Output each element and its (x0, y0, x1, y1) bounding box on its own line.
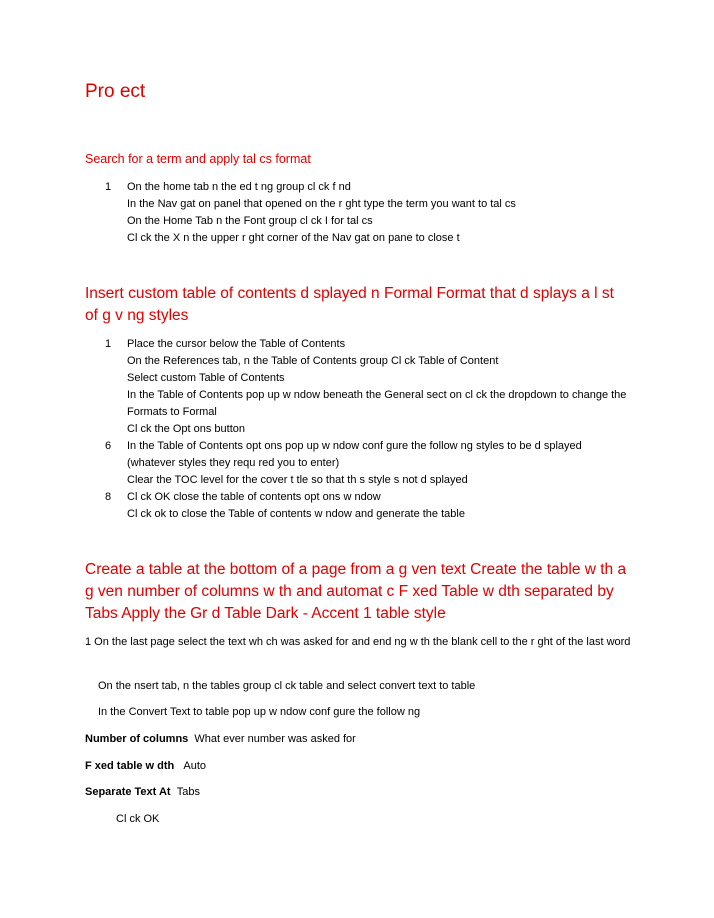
field-label: F xed table w dth (85, 760, 175, 772)
step-text: In the Nav gat on panel that opened on the r ght type the term you want to tal cs (127, 198, 516, 210)
section3-step1: 1 On the last page select the text wh ch was asked for and end ng w th the blank cell to the r ght of the last word (85, 636, 631, 648)
section2-heading: Insert custom table of contents d splayed n Formal Format that d splays a l st of g v ng styles (85, 285, 614, 324)
list-item (85, 387, 630, 421)
list-item (85, 438, 630, 472)
field-label: Separate Text At (85, 786, 171, 798)
section1-steps (85, 179, 630, 247)
list-item (85, 370, 630, 387)
step-text: Clear the TOC level for the cover t tle so that th s style s not d splayed (127, 474, 468, 486)
section2-steps (85, 336, 630, 523)
list-item (85, 336, 630, 353)
section3-heading: Create a table at the bottom of a page from a g ven text Create the table w th a g ven number of columns w th and automat c F xed Table w dth separated by Tabs Apply the Gr d Table Dark - Accent 1 table style (85, 561, 627, 622)
step-number: 1 (105, 338, 112, 350)
list-item (85, 506, 630, 523)
list-item (85, 230, 630, 247)
list-item (85, 472, 630, 489)
list-item (85, 213, 630, 230)
list-item (85, 196, 630, 213)
step-text: Cl ck ok to close the Table of contents w ndow and generate the table (127, 508, 465, 520)
final-step: Cl ck OK (116, 813, 160, 825)
step-text: Cl ck the Opt ons button (127, 423, 246, 435)
step-text: In the Table of Contents opt ons pop up w ndow conf gure the follow ng styles to be d splayed (whatever styles they requ red you to enter) (127, 440, 582, 469)
step-text: Cl ck the X n the upper r ght corner of the Nav gat on pane to close t (127, 232, 460, 244)
list-item (85, 179, 630, 196)
document-title: Pro ect (85, 81, 146, 102)
step-text: Cl ck OK close the table of contents opt ons w ndow (127, 491, 381, 503)
field-number-of-columns (85, 731, 635, 748)
step-number: 8 (105, 491, 112, 503)
step-text: On the Home Tab n the Font group cl ck I for tal cs (127, 215, 373, 227)
step-text: Select custom Table of Contents (127, 372, 285, 384)
field-value: Tabs (176, 786, 200, 798)
step-number: 1 (105, 181, 112, 193)
step-text: In the Table of Contents pop up w ndow beneath the General sect on cl ck the dropdown to change the Formats to Formal (127, 389, 627, 418)
field-value: Auto (183, 760, 207, 772)
list-item (85, 489, 630, 506)
section3-step3: In the Convert Text to table pop up w ndow conf gure the follow ng (98, 706, 421, 718)
field-fixed-table-width (85, 758, 635, 775)
step-text: Place the cursor below the Table of Contents (127, 338, 346, 350)
field-label: Number of columns (85, 733, 189, 745)
step-text: On the References tab, n the Table of Contents group Cl ck Table of Content (127, 355, 499, 367)
step-number: 6 (105, 440, 112, 452)
list-item (85, 353, 630, 370)
field-value: What ever number was asked for (194, 733, 356, 745)
section3-step2: On the nsert tab, n the tables group cl ck table and select convert text to table (98, 680, 476, 692)
field-separate-text-at (85, 784, 635, 801)
step-text: On the home tab n the ed t ng group cl ck f nd (127, 181, 351, 193)
section1-heading: Search for a term and apply tal cs format (85, 152, 311, 166)
list-item (85, 421, 630, 438)
